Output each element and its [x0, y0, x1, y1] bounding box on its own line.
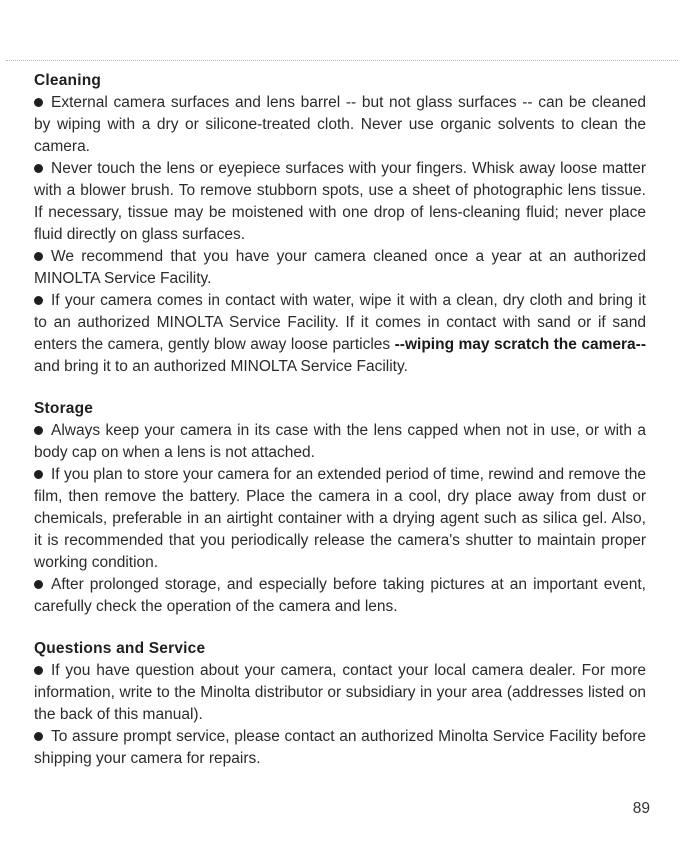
cleaning-paragraph-1 — [34, 92, 646, 158]
top-divider — [6, 60, 678, 61]
storage-section — [34, 398, 646, 618]
bullet-icon — [34, 98, 43, 107]
paragraph-text: If you plan to store your camera for an extended period of time, rewind and remove the film, then remove the battery. Place the camera in a cool, dry place away from dust or chemicals, preferable in an airtight container with a drying agent such as silica gel. Also, it is recommended that you periodically release the camera's shutter to maintain proper working condition. — [34, 466, 646, 571]
page-content — [34, 70, 646, 770]
storage-paragraph-1 — [34, 420, 646, 464]
service-heading: Questions and Service — [34, 640, 206, 657]
page-number: 89 — [632, 800, 650, 817]
bullet-icon — [34, 296, 43, 305]
cleaning-heading: Cleaning — [34, 72, 102, 89]
service-section — [34, 638, 646, 770]
paragraph-text: We recommend that you have your camera cleaned once a year at an authorized MINOLTA Service Facility. — [34, 248, 646, 287]
service-paragraph-2 — [34, 726, 646, 770]
paragraph-text: After prolonged storage, and especially before taking pictures at an important event, carefully check the operation of the camera and lens. — [34, 576, 646, 615]
paragraph-text: External camera surfaces and lens barrel -- but not glass surfaces -- can be cleaned by wiping with a dry or silicone-treated cloth. Never use organic solvents to clean the camera. — [34, 94, 646, 155]
bullet-icon — [34, 164, 43, 173]
bullet-icon — [34, 426, 43, 435]
service-paragraph-1 — [34, 660, 646, 726]
paragraph-text: If you have question about your camera, contact your local camera dealer. For more information, write to the Minolta distributor or subsidiary in your area (addresses listed on the back of this manual). — [34, 662, 646, 723]
paragraph-text: Never touch the lens or eyepiece surfaces with your fingers. Whisk away loose matter with a blower brush. To remove stubborn spots, use a sheet of photographic lens tissue. If necessary, tissue may be moistened with one drop of lens-cleaning fluid; never place fluid directly on glass surfaces. — [34, 160, 646, 243]
storage-paragraph-3 — [34, 574, 646, 618]
bullet-icon — [34, 470, 43, 479]
paragraph-text: If your camera comes in contact with water, wipe it with a clean, dry cloth and bring it to an authorized MINOLTA Service Facility. If it comes in contact with sand or if sand enters the camera, gently blow away loose particles — [34, 292, 646, 353]
bullet-icon — [34, 252, 43, 261]
cleaning-paragraph-2 — [34, 158, 646, 246]
cleaning-section — [34, 70, 646, 378]
paragraph-text: and bring it to an authorized MINOLTA Service Facility. — [34, 358, 408, 375]
section-gap — [34, 618, 646, 638]
bullet-icon — [34, 732, 43, 741]
warning-emphasis: --wiping may scratch the camera-- — [394, 336, 646, 353]
cleaning-paragraph-3 — [34, 246, 646, 290]
cleaning-paragraph-4 — [34, 290, 646, 378]
paragraph-text: Always keep your camera in its case with the lens capped when not in use, or with a body cap on when a lens is not attached. — [34, 422, 646, 461]
paragraph-text: To assure prompt service, please contact an authorized Minolta Service Facility before shipping your camera for repairs. — [34, 728, 646, 767]
storage-heading: Storage — [34, 400, 94, 417]
bullet-icon — [34, 666, 43, 675]
section-gap — [34, 378, 646, 398]
storage-paragraph-2 — [34, 464, 646, 574]
bullet-icon — [34, 580, 43, 589]
